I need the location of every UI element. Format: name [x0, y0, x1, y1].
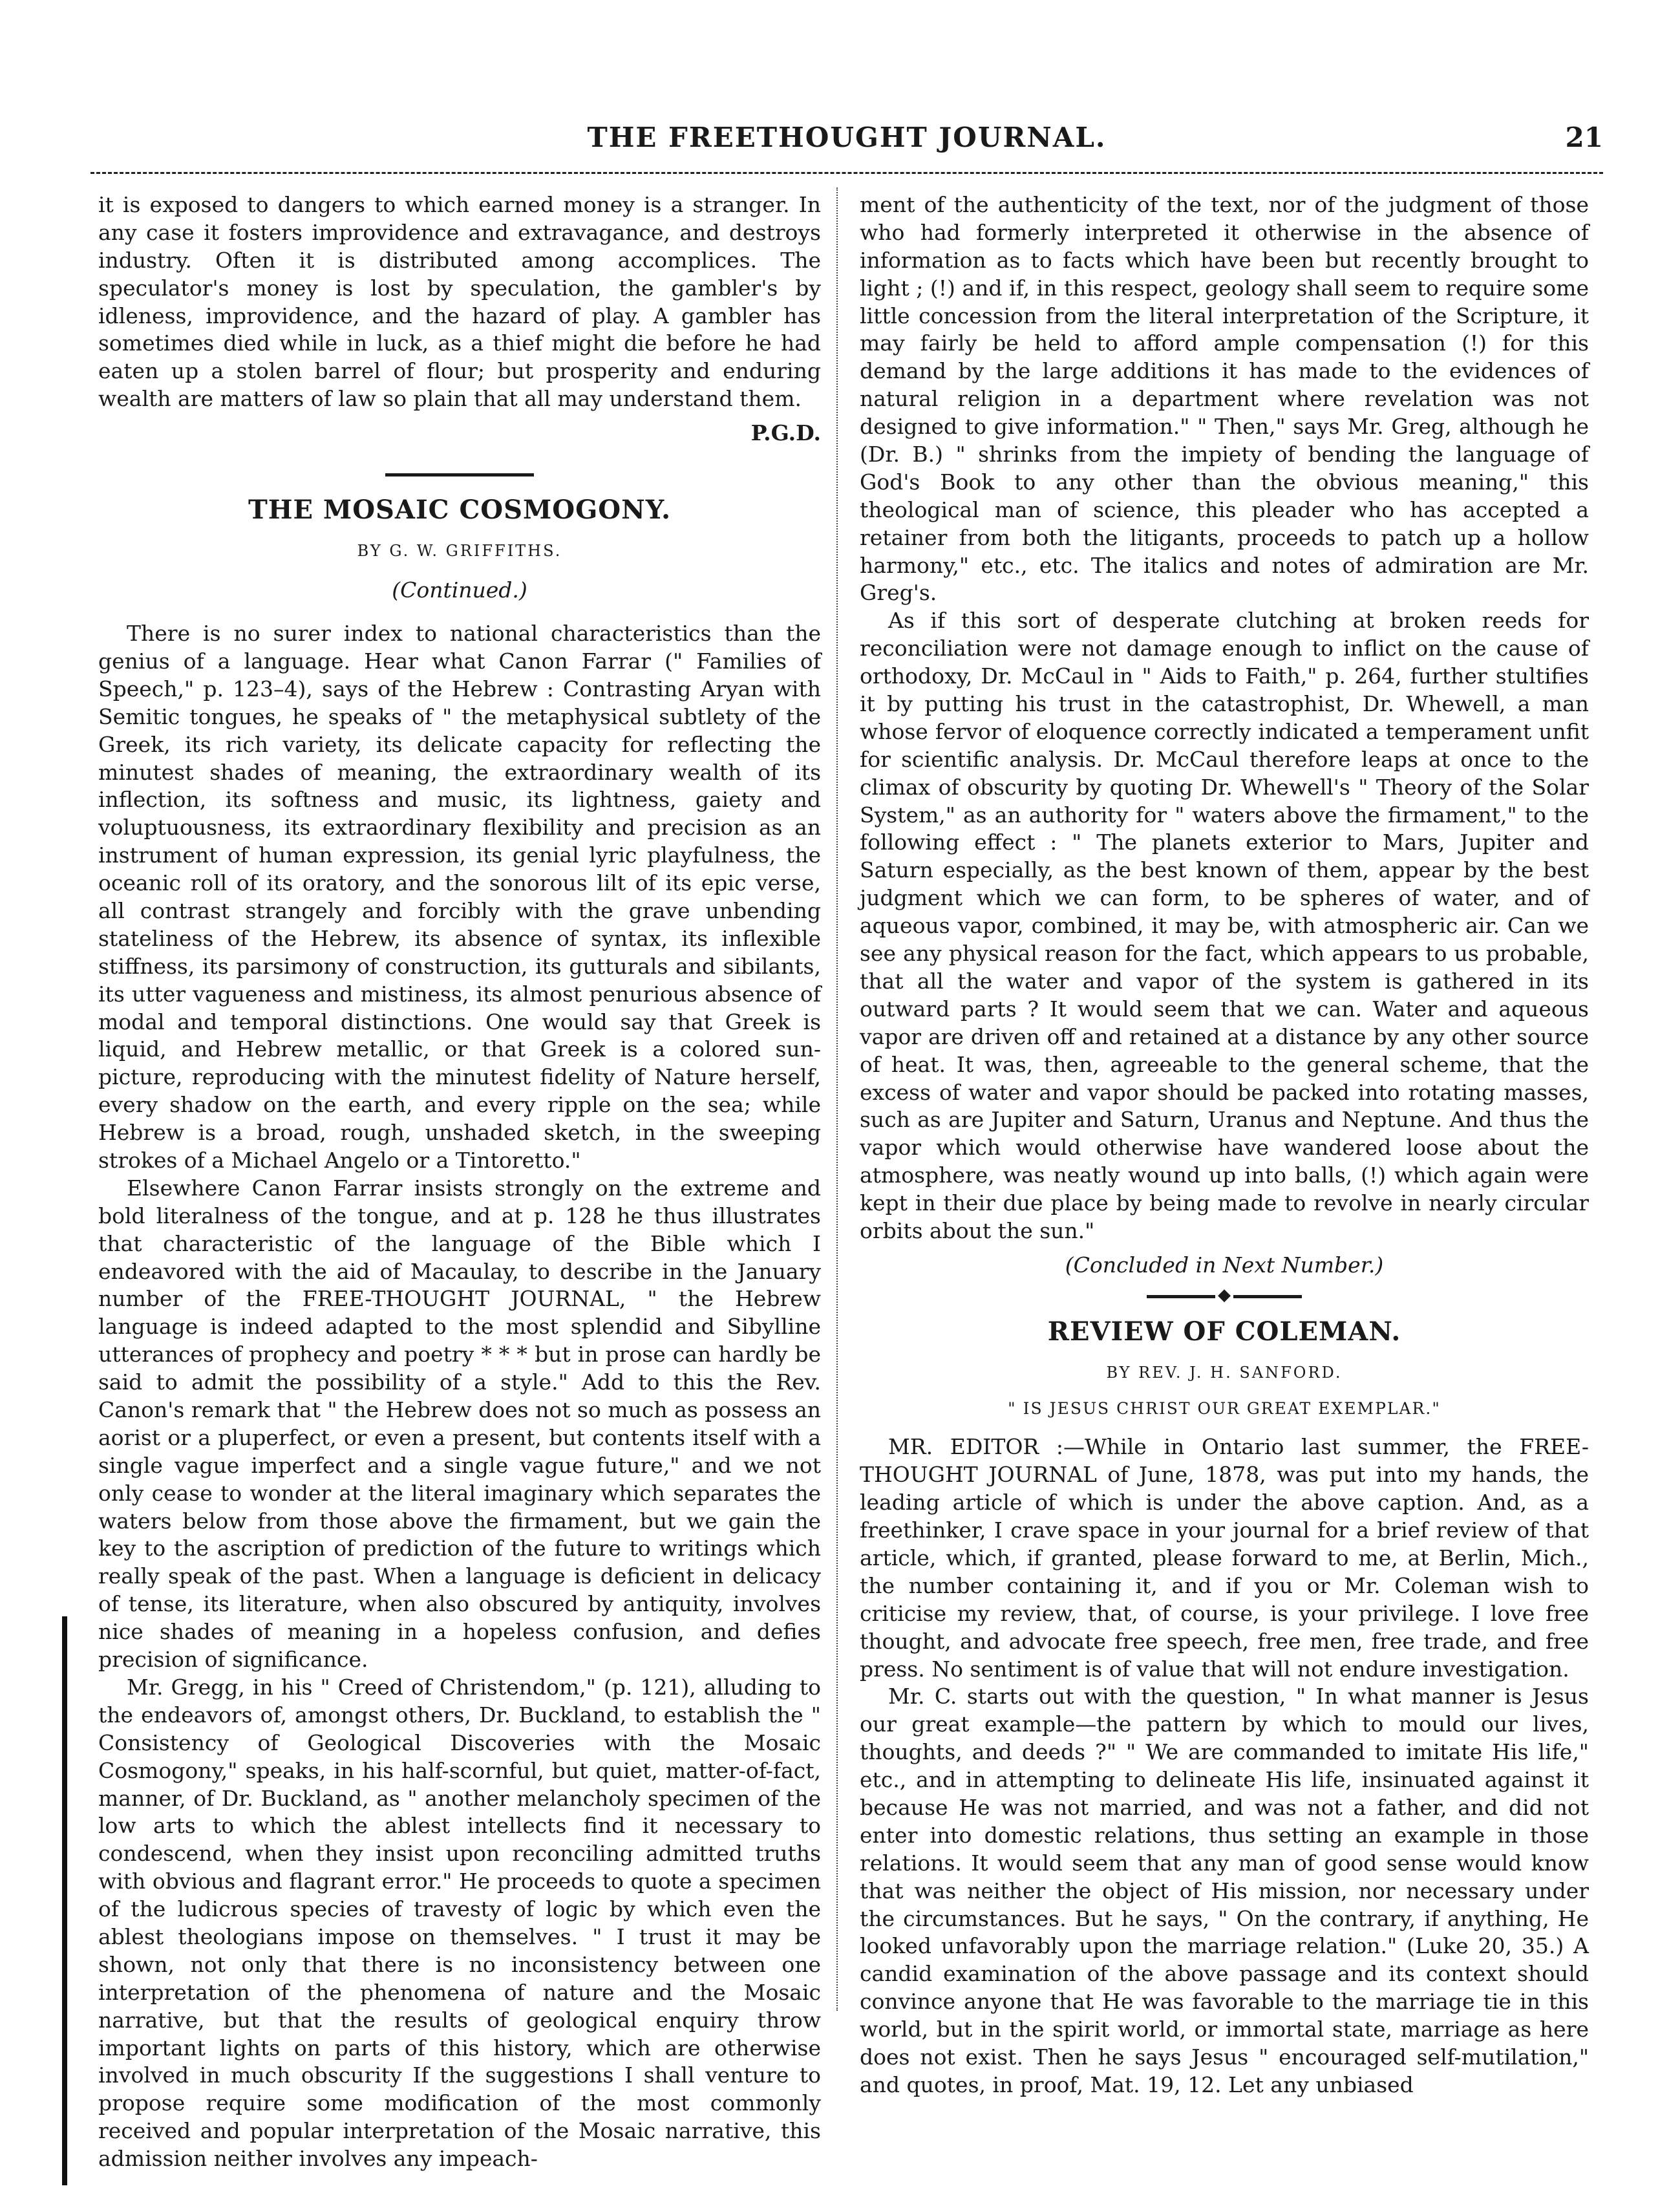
right-column	[860, 191, 1589, 2099]
running-title: THE FREETHOUGHT JOURNAL.	[587, 122, 1107, 153]
body-paragraph: There is no surer index to national characteristics than the genius of a language. Hear what Canon Farrar (" Families of Speech," p. 123–4), says of the Hebrew : Contrasting Aryan with Semitic tongues, he speaks of " the metaphysical subtlety of the Greek, its rich variety, its delicate capacity for reflecting the minutest shades of meaning, the extraordinary wealth of its inflection, its softness and music, its lightness, gaiety and voluptuousness, its extraordinary flexibility and precision as an instrument of human expression, its genial lyric playfulness, the oceanic roll of its oratory, and the sonorous lilt of its epic verse, all contrast strangely and forcibly with the grave unbending stateliness of the Hebrew, its absence of syntax, its inflexible stiffness, its parsimony of construction, its gutturals and sibilants, its utter vagueness and mistiness, its almost penurious absence of modal and temporal distinctions. One would say that Greek is liquid, and Hebrew metallic, or that Greek is a colored sun-picture, reproducing with the minutest fidelity of Nature herself, every shadow on the earth, and every ripple on the sea; while Hebrew is a broad, rough, unshaded sketch, in the sweeping strokes of a Michael Angelo or a Tintoretto."	[98, 621, 821, 1173]
article-byline: BY REV. J. H. SANFORD.	[1106, 1363, 1343, 1382]
continued-note: (Continued.)	[392, 577, 527, 603]
body-paragraph: Elsewhere Canon Farrar insists strongly on the extreme and bold literalness of the tongue, and at p. 128 he thus illustrates that characteristic of the language of the Bible which I endeavored with the aid of Macaulay, to describe in the January number of the FREE-THOUGHT JOURNAL, " the Hebrew language is indeed adapted to the most splendid and Sibylline utterances of prophecy and poetry * * * but in prose can hardly be said to admit the possibility of a style." Add to this the Rev. Canon's remark that " the Hebrew does not so much as possess an aorist or a pluperfect, or even a present, but contents itself with a single vague imperfect and a single vague future," and we not only cease to wonder at the literal imaginary which separates the waters below from those above the firmament, but we gain the key to the ascription of prediction of the future to writings which really speak of the past. When a language is deficient in delicacy of tense, its literature, when also obscured by antiquity, involves nice shades of meaning in a hopeless confusion, and defies precision of significance.	[98, 1175, 821, 1673]
carryover-paragraph: ment of the authenticity of the text, nor of the judgment of those who had formerly interpreted it otherwise in the absence of information as to facts which have been but recently brought to light ; (!) and if, in this respect, geology shall seem to require some little concession from the literal interpretation of the Scripture, it may fairly be held to afford ample compensation (!) for this demand by the large additions it has made to the evidences of natural religion in a department where revelation was not designed to give information." " Then," says Mr. Greg, although he (Dr. B.) " shrinks from the impiety of bending the language of God's Book to any other than the obvious meaning," this theological man of science, this pleader who has accepted a retainer from both the litigants, proceeds to patch up a hollow harmony," etc., etc. The italics and notes of admiration are Mr. Greg's.	[860, 192, 1589, 606]
left-column	[98, 191, 821, 2173]
body-paragraph: Mr. C. starts out with the question, " In what manner is Jesus our great example—the pattern by which to mould our lives, thoughts, and deeds ?" " We are commanded to imitate His life," etc., and in attempting to delineate His life, insinuated against it because He was not married, and was not a father, and did not enter into domestic relations, thus setting an example in those relations. It would seem that any man of good sense would know that was neither the object of His mission, nor necessary under the circumstances. But he says, " On the contrary, if anything, He looked unfavorably upon the marriage relation." (Luke 20, 35.) A candid examination of the above passage and its context should convince anyone that He was favorable to the marriage tie in this world, but in the spirit world, or immortal state, marriage as here does not exist. Then he says Jesus " encouraged self-mutilation," and quotes, in proof, Mat. 19, 12. Let any unbiased	[860, 1684, 1589, 2097]
author-signature: P.G.D.	[750, 420, 821, 446]
article-subheading: " IS JESUS CHRIST OUR GREAT EXEMPLAR."	[1008, 1398, 1441, 1418]
body-paragraph: Mr. Gregg, in his " Creed of Christendom," (p. 121), alluding to the endeavors of, amongst others, Dr. Buckland, to establish the " Consistency of Geological Discoveries with the Mosaic Cosmogony," speaks, in his half-scornful, but quiet, matter-of-fact, manner, of Dr. Buckland, as " another melancholy specimen of the low arts to which the ablest intellects find it necessary to condescend, when they insist upon reconciling admitted truths with obvious and flagrant error." He proceeds to quote a specimen of the ludicrous species of travesty of logic by which even the ablest theologians impose on themselves. " I trust it may be shown, not only that there is no inconsistency between one interpretation of the phenomena of nature and the Mosaic narrative, but that the results of geological enquiry throw important lights on parts of this history, which are otherwise involved in much obscurity If the suggestions I shall venture to propose require some modification of the most commonly received and popular interpretation of the Mosaic narrative, this admission neither involves any impeach-	[98, 1674, 821, 2172]
article-byline: BY G. W. GRIFFITHS.	[357, 542, 562, 561]
concluded-note: (Concluded in Next Number.)	[1065, 1252, 1384, 1278]
article-title-mosaic-cosmogony: THE MOSAIC COSMOGONY.	[248, 495, 672, 526]
column-divider	[836, 187, 838, 2011]
page-number: 21	[1565, 122, 1603, 153]
body-paragraph: As if this sort of desperate clutching at broken reeds for reconciliation were not damage enough to inflict on the cause of orthodoxy, Dr. McCaul in " Aids to Faith," p. 264, further stultifies it by putting his trust in the catastrophist, Dr. Whewell, a man whose fervor of eloquence correctly indicated a temperament unfit for scientific analysis. Dr. McCaul therefore leaps at once to the climax of obscurity by quoting Dr. Whewell's " Theory of the Solar System," as an authority for " waters above the firmament," to the following effect : " The planets exterior to Mars, Jupiter and Saturn especially, as the best known of them, appear by the best judgment which we can form, to be spheres of water, and of aqueous vapor, combined, it may be, with atmospheric air. Can we see any physical reason for the fact, which appears to us probable, that all the water and vapor of the system is gathered in its outward parts ? It would seem that we can. Water and aqueous vapor are driven off and retained at a distance by any other source of heat. It was, then, agreeable to the general scheme, that the excess of water and vapor should be packed into rotating masses, such as are Jupiter and Saturn, Uranus and Neptune. And thus the vapor which would otherwise have wandered loose about the atmosphere, was neatly wound up into balls, (!) which again were kept in their due place by being made to revolve in nearly circular orbits about the sun."	[860, 608, 1589, 1243]
header-rule	[90, 172, 1603, 174]
ornamental-rule	[1147, 1295, 1302, 1298]
carryover-paragraph: it is exposed to dangers to which earned money is a stranger. In any case it fosters improvidence and extravagance, and destroys industry. Often it is distributed among accomplices. The speculator's money is lost by speculation, the gambler's by idleness, improvidence, and the hazard of play. A gambler has sometimes died while in luck, as a thief might die before he had eaten up a stolen barrel of flour; but prosperity and enduring wealth are matters of law so plain that all may understand them.	[98, 192, 821, 412]
body-paragraph: MR. EDITOR :—While in Ontario last summer, the FREE-THOUGHT JOURNAL of June, 1878, was put into my hands, the leading article of which is under the above caption. And, as a freethinker, I crave space in your journal for a brief review of that article, which, if granted, please forward to me, at Berlin, Mich., the number containing it, and if you or Mr. Coleman wish to criticise my review, that, of course, is your privilege. I love free thought, and advocate free speech, free men, free trade, and free press. No sentiment is of value that will not endure investigation.	[860, 1434, 1589, 1682]
section-rule	[385, 473, 534, 477]
page-header	[90, 115, 1603, 167]
binding-edge-mark	[62, 1616, 67, 2185]
article-title-review-of-coleman: REVIEW OF COLEMAN.	[1047, 1316, 1401, 1347]
